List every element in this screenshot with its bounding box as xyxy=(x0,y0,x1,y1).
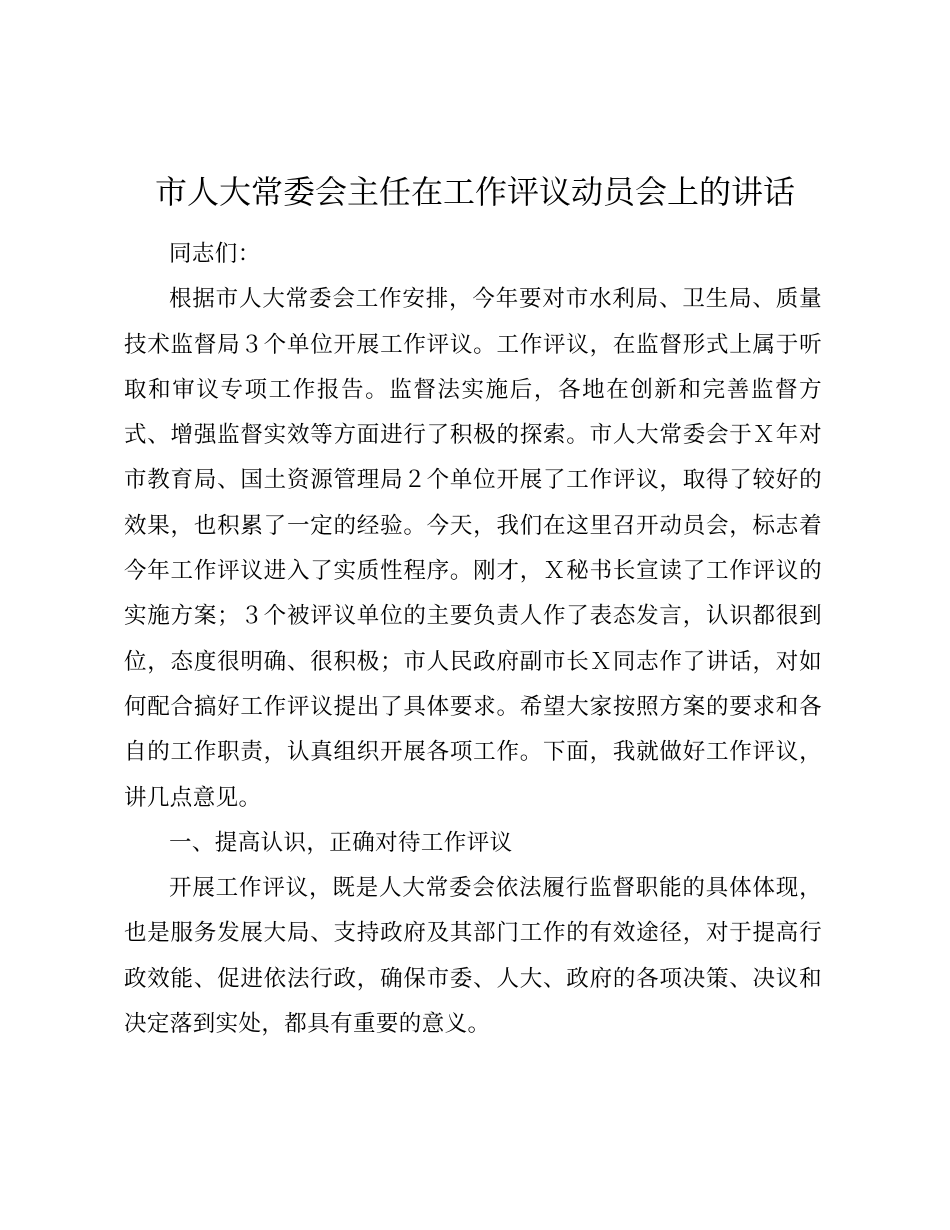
paragraph-section-1: 开展工作评议，既是人大常委会依法履行监督职能的具体体现，也是服务发展大局、支持政府及其部门工作的有效途径，对于提高行政效能、促进依法行政，确保市委、人大、政府的各项决策、决议和决定落到实处，都具有重要的意义。 xyxy=(124,875,822,1038)
salutation: 同志们： xyxy=(169,241,261,267)
section-heading: 一、提高认识，正确对待工作评议 xyxy=(169,829,513,856)
paragraph-intro: 根据市人大常委会工作安排，今年要对市水利局、卫生局、质量技术监督局３个单位开展工作评议。工作评议，在监督形式上属于听取和审议专项工作报告。监督法实施后，各地在创新和完善监督方式、增强监督实效等方面进行了积极的探索。市人大常委会于Ｘ年对市教育局、国土资源管理局２个单位开展了工作评议，取得了较好的效果，也积累了一定的经验。今天，我们在这里召开动员会，标志着今年工作评议进入了实质性程序。刚才，Ｘ秘书长宣读了工作评议的实施方案；３个被评议单位的主要负责人作了表态发言，认识都很到位，态度很明确、很积极；市人民政府副市长Ｘ同志作了讲话，对如何配合搞好工作评议提出了具体要求。希望大家按照方案的要求和各自的工作职责，认真组织开展各项工作。下面，我就做好工作评议，讲几点意见。 xyxy=(124,286,822,811)
document-title: 市人大常委会主任在工作评议动员会上的讲话 xyxy=(154,173,795,211)
document-body xyxy=(124,232,822,1047)
